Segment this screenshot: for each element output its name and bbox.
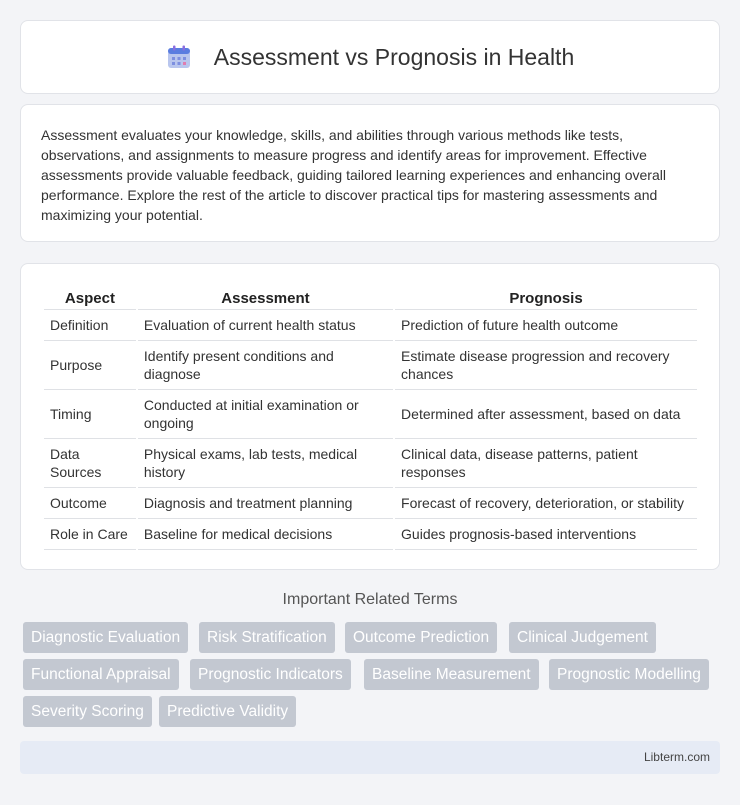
table-cell: Role in Care xyxy=(44,519,136,550)
table-cell: Physical exams, lab tests, medical history xyxy=(138,439,393,488)
table-cell: Conducted at initial examination or ongoing xyxy=(138,390,393,439)
table-cell: Identify present conditions and diagnose xyxy=(138,341,393,390)
table-cell: Guides prognosis-based interventions xyxy=(395,519,697,550)
table-cell: Determined after assessment, based on data xyxy=(395,390,697,439)
table-cell: Diagnosis and treatment planning xyxy=(138,488,393,519)
table-cell: Estimate disease progression and recovery chances xyxy=(395,341,697,390)
related-term-tag[interactable]: Predictive Validity xyxy=(159,696,296,727)
footer xyxy=(20,741,720,774)
table-row xyxy=(44,310,697,341)
intro-card xyxy=(20,104,720,242)
related-term-tag[interactable]: Clinical Judgement xyxy=(509,622,656,653)
header-aspect: Aspect xyxy=(44,284,136,310)
table-cell: Timing xyxy=(44,390,136,439)
related-term-tag[interactable]: Outcome Prediction xyxy=(345,622,497,653)
table-row xyxy=(44,439,697,488)
header-card xyxy=(20,20,720,94)
page-title: Assessment vs Prognosis in Health xyxy=(213,43,575,70)
table-row xyxy=(44,341,697,390)
table-row xyxy=(44,519,697,550)
table-cell: Prediction of future health outcome xyxy=(395,310,697,341)
table-cell: Baseline for medical decisions xyxy=(138,519,393,550)
table-cell: Forecast of recovery, deterioration, or stability xyxy=(395,488,697,519)
table-cell: Outcome xyxy=(44,488,136,519)
related-term-tag[interactable]: Baseline Measurement xyxy=(364,659,539,690)
title-wrap xyxy=(166,44,575,71)
table-cell: Data Sources xyxy=(44,439,136,488)
comparison-table xyxy=(42,284,699,550)
related-terms-title: Important Related Terms xyxy=(282,591,458,608)
related-term-tag[interactable]: Functional Appraisal xyxy=(23,659,179,690)
related-term-tag[interactable]: Prognostic Modelling xyxy=(549,659,709,690)
intro-text: Assessment evaluates your knowledge, skills, and abilities through various methods like tests, observations, and assignments to measure progress and identify areas for improvement. Effective assessments provide valuable feedback, guiding tailored learning experiences and enhancing overall performance. Explore the rest of the article to discover practical tips for mastering assessments and maximizing your potential. xyxy=(41,127,666,223)
related-term-tag[interactable]: Prognostic Indicators xyxy=(190,659,351,690)
comparison-table-card xyxy=(20,263,720,570)
table-row xyxy=(44,488,697,519)
header-assessment: Assessment xyxy=(138,284,393,310)
related-term-tag[interactable]: Risk Stratification xyxy=(199,622,335,653)
related-term-tag[interactable]: Severity Scoring xyxy=(23,696,152,727)
table-cell: Definition xyxy=(44,310,136,341)
related-term-tag[interactable]: Diagnostic Evaluation xyxy=(23,622,188,653)
table-row xyxy=(44,390,697,439)
footer-site-link[interactable]: Libterm.com xyxy=(643,750,710,764)
table-header-row xyxy=(44,284,697,310)
header-prognosis: Prognosis xyxy=(395,284,697,310)
table-cell: Evaluation of current health status xyxy=(138,310,393,341)
table-cell: Purpose xyxy=(44,341,136,390)
calendar-icon xyxy=(166,44,192,70)
table-cell: Clinical data, disease patterns, patient responses xyxy=(395,439,697,488)
